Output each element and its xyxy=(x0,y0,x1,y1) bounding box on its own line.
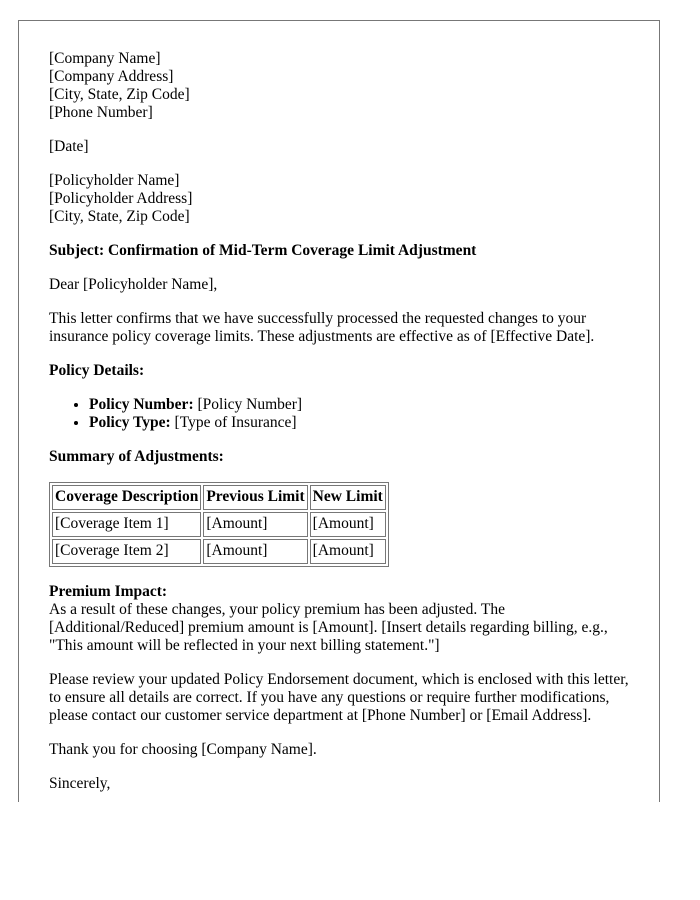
adjustments-heading: Summary of Adjustments: xyxy=(49,448,224,465)
recipient-name: [Policyholder Name] xyxy=(49,172,180,189)
table-row xyxy=(52,512,386,537)
premium-section xyxy=(49,583,639,655)
policy-type-value: [Type of Insurance] xyxy=(174,414,297,431)
closing: Sincerely, xyxy=(49,775,111,792)
list-item xyxy=(89,396,639,414)
sender-company-address: [Company Address] xyxy=(49,68,174,85)
policy-details-list xyxy=(49,396,639,432)
letter-content xyxy=(49,50,639,793)
subject-line: Subject: Confirmation of Mid-Term Coverage Limit Adjustment xyxy=(49,242,477,259)
policy-type-label: Policy Type: xyxy=(89,414,171,431)
policy-details-heading: Policy Details: xyxy=(49,362,145,379)
adjustments-table xyxy=(49,482,389,567)
sender-address xyxy=(49,50,639,122)
salutation: Dear [Policyholder Name], xyxy=(49,276,218,293)
recipient-address-line: [Policyholder Address] xyxy=(49,190,193,207)
letter-page xyxy=(18,20,660,802)
recipient-city-state-zip: [City, State, Zip Code] xyxy=(49,208,190,225)
table-cell: [Amount] xyxy=(203,512,307,537)
premium-text: As a result of these changes, your policy premium has been adjusted. The [Additional/Reduced] premium amount is [Amount]. [Insert details regarding billing, e.g., "This amount will be reflected in your next billing statement."] xyxy=(49,601,608,654)
policy-number-value: [Policy Number] xyxy=(197,396,303,413)
premium-heading: Premium Impact: xyxy=(49,583,168,600)
column-header: New Limit xyxy=(310,485,386,510)
review-paragraph: Please review your updated Policy Endorsement document, which is enclosed with this letter, to ensure all details are correct. If you have any questions or require further modifications, please contact our customer service department at [Phone Number] or [Email Address]. xyxy=(49,671,629,724)
recipient-address xyxy=(49,172,639,226)
policy-number-label: Policy Number: xyxy=(89,396,194,413)
list-item xyxy=(89,414,639,432)
table-header-row xyxy=(52,485,386,510)
letter-date: [Date] xyxy=(49,138,89,155)
table-cell: [Amount] xyxy=(310,539,386,564)
thanks-paragraph: Thank you for choosing [Company Name]. xyxy=(49,741,317,758)
column-header: Coverage Description xyxy=(52,485,201,510)
column-header: Previous Limit xyxy=(203,485,307,510)
table-row xyxy=(52,539,386,564)
sender-company-name: [Company Name] xyxy=(49,50,161,67)
table-cell: [Coverage Item 1] xyxy=(52,512,201,537)
sender-phone: [Phone Number] xyxy=(49,104,153,121)
table-cell: [Amount] xyxy=(203,539,307,564)
intro-paragraph: This letter confirms that we have successfully processed the requested changes to your insurance policy coverage limits. These adjustments are effective as of [Effective Date]. xyxy=(49,310,595,345)
table-cell: [Amount] xyxy=(310,512,386,537)
sender-city-state-zip: [City, State, Zip Code] xyxy=(49,86,190,103)
table-cell: [Coverage Item 2] xyxy=(52,539,201,564)
